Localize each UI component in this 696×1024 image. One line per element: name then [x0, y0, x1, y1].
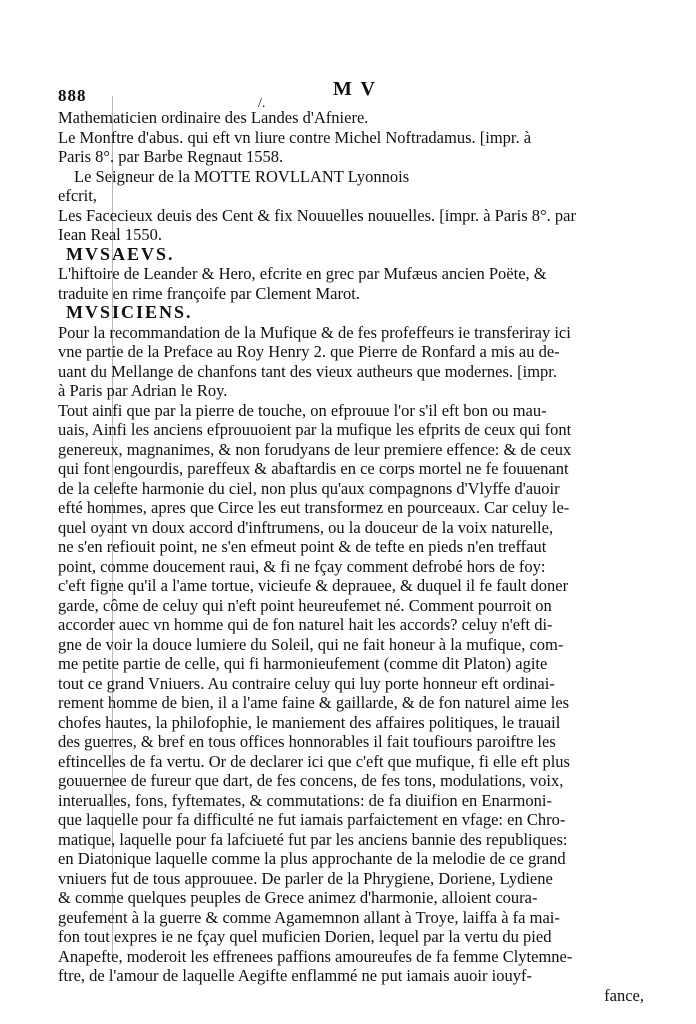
text-line: me petite partie de celle, qui fi harmonieufement (comme dit Platon) agite: [58, 654, 548, 673]
text-line: gouuernee de fureur que dart, de fes concens, de fes tons, modulations, voix,: [58, 771, 564, 790]
text-line: traduite en rime françoife par Clement Marot.: [58, 283, 360, 303]
text-line: en Diatonique laquelle comme la plus approchante de la melodie de ce grand: [58, 849, 566, 868]
text-line: Les Facecieux deuis des Cent & fix Nouuelles nouuelles. [impr. à Paris 8°. par: [58, 205, 576, 225]
text-line: accorder auec vn homme qui de fon naturel hait les accords? celuy n'eft di-: [58, 615, 553, 634]
text-line: Mathematicien ordinaire des Landes d'Afniere.: [58, 108, 369, 127]
text-line: uant du Mellange de chanfons tant des vieux autheurs que modernes. [impr.: [58, 361, 557, 381]
text-line: efcrit,: [58, 186, 97, 205]
text-line: Anapefte, moderoit les effrenees paffions amoureufes de fa femme Clytemne-: [58, 946, 573, 966]
text-line: matique, laquelle pour fa lafciueté fut par les anciens bannie des republiques:: [58, 829, 568, 849]
text-line: Pour la recommandation de la Mufique & de fes profeffeurs ie transferiray ici: [58, 322, 571, 342]
text-line: vniuers fut de tous approuuee. De parler de la Phrygiene, Doriene, Lydiene: [58, 868, 553, 888]
text-line: point, comme doucement raui, & fi ne fçay comment defrobé hors de foy:: [58, 556, 546, 576]
body-text: [58, 108, 680, 1005]
running-head-title: M V: [333, 78, 377, 100]
page-number: 888: [58, 86, 87, 105]
text-line: ne s'en refiouit point, ne s'en efmeut point & de tefte en pieds n'en treffaut: [58, 537, 547, 556]
text-line: chofes hautes, la philofophie, le maniement des affaires politiques, le trauail: [58, 712, 561, 732]
running-head-mark: /.: [258, 96, 266, 111]
catchword: fance,: [604, 985, 644, 1005]
text-line: eftincelles de fa vertu. Or de declarer ici que c'eft que mufique, fi elle eft plus: [58, 751, 570, 771]
text-line: geufement à la guerre & comme Agamemnon allant à Troye, laiffa à fa mai-: [58, 907, 560, 927]
text-line: genereux, magnanimes, & non forudyans de leur premiere effence: & de ceux: [58, 439, 572, 459]
text-line: interualles, fons, fyftemates, & commutations: de fa diuifion en Enarmoni-: [58, 790, 552, 810]
entry-heading-line: Le Seigneur de la MOTTE ROVLLANT Lyonnois: [74, 166, 410, 186]
text-line: des guerres, & bref en tous offices honnorables il fait toufiours paroiftre les: [58, 732, 556, 751]
text-line: que laquelle pour fa difficulté ne fut iamais parfaictement en vfage: en Chro-: [58, 810, 566, 829]
text-line: L'hiftoire de Leander & Hero, efcrite en grec par Mufæus ancien Poëte, &: [58, 264, 547, 283]
text-line: tout ce grand Vniuers. Au contraire celuy qui luy porte honneur eft ordinai-: [58, 673, 555, 693]
text-line: fon tout expres ie ne fçay quel muficien Dorien, lequel par la vertu du pied: [58, 927, 552, 946]
section-heading-musiciens: MVSICIENS.: [66, 303, 193, 322]
text-line: Le Monftre d'abus. qui eft vn liure contre Michel Noftradamus. [impr. à: [58, 127, 532, 147]
text-line: Paris 8°. par Barbe Regnaut 1558.: [58, 147, 284, 166]
text-line: garde, côme de celuy qui n'eft point heureufemet né. Comment pourroit on: [58, 595, 552, 615]
text-line: de la celefte harmonie du ciel, non plus qu'aux compagnons d'Vlyffe d'auoir: [58, 478, 560, 498]
text-line: vne partie de la Preface au Roy Henry 2. que Pierre de Ronfard a mis au de-: [58, 342, 560, 361]
text-line: ftre, de l'amour de laquelle Aegifte enflammé ne put iamais auoir iouyf-: [58, 966, 532, 985]
text-line: à Paris par Adrian le Roy.: [58, 381, 228, 400]
text-line: rement homme de bien, il a l'ame faine & gaillarde, & de fon naturel aime les: [58, 693, 570, 712]
text-line: c'eft figne qu'il a l'ame tortue, vicieufe & deprauee, & duquel il fe fault doner: [58, 576, 569, 595]
text-line: efté hommes, apres que Circe les eut transformez en pourceaux. Car celuy le-: [58, 498, 570, 517]
text-line: Tout ainfi que par la pierre de touche, on efprouue l'or s'il eft bon ou mau-: [58, 400, 547, 420]
text-line: uais, Ainfi les anciens efprouuoient par la mufique les efprits de ceux qui font: [58, 420, 572, 439]
running-head: [58, 78, 658, 111]
text-line: gne de voir la douce lumiere du Soleil, qui ne fait honeur à la mufique, com-: [58, 634, 564, 654]
text-line: Iean Real 1550.: [58, 225, 163, 244]
text-line: & comme quelques peuples de Grece animez d'harmonie, alloient coura-: [58, 888, 538, 907]
text-line: quel oyant vn doux accord d'inftrumens, ou la douceur de la voix naturelle,: [58, 517, 554, 537]
text-line: qui font engourdis, pareffeux & abaftardis en ce corps mortel ne fe fouuenant: [58, 459, 569, 478]
section-heading-musaeus: MVSAEVS.: [66, 244, 175, 264]
